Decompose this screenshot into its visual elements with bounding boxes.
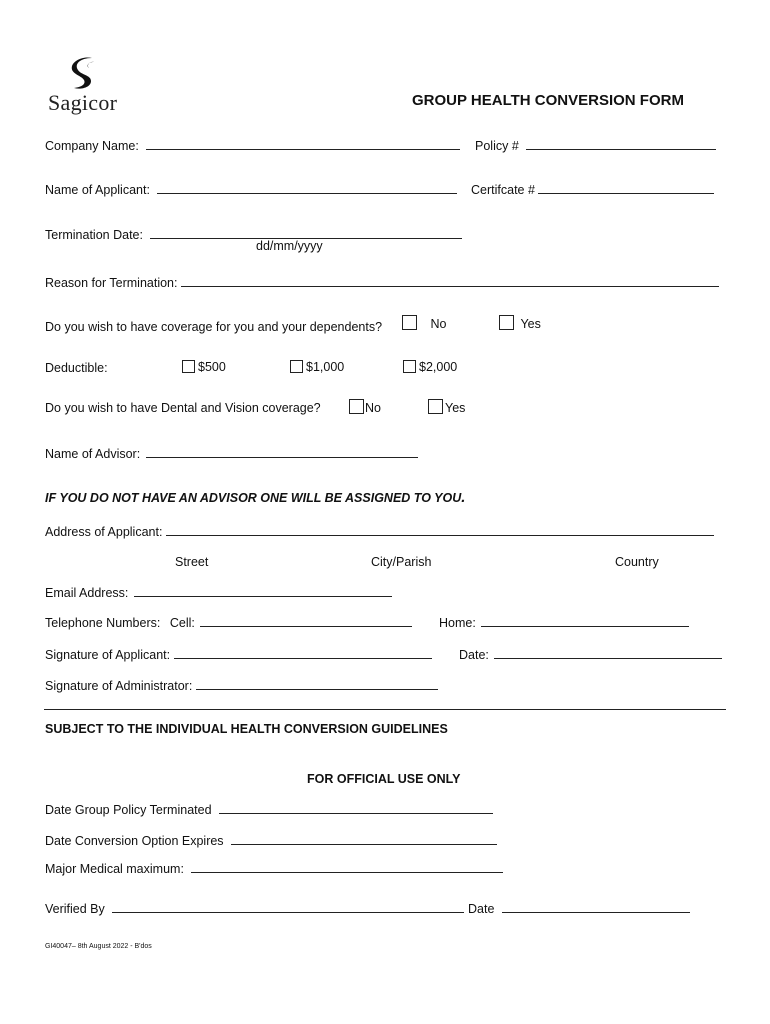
signature-admin-field[interactable] bbox=[196, 678, 438, 690]
conversion-expires-label: Date Conversion Option Expires bbox=[45, 834, 224, 848]
address-field[interactable] bbox=[166, 524, 714, 536]
medical-maximum-field[interactable] bbox=[191, 861, 503, 873]
verified-by-field[interactable] bbox=[112, 901, 464, 913]
street-label: Street bbox=[175, 555, 209, 569]
applicant-name-label: Name of Applicant: bbox=[45, 183, 150, 197]
section-divider bbox=[44, 709, 726, 710]
sagicor-swirl-icon bbox=[64, 56, 104, 92]
policy-label: Policy # bbox=[475, 139, 519, 153]
applicant-name-field[interactable] bbox=[157, 182, 457, 194]
official-use-heading: FOR OFFICIAL USE ONLY bbox=[307, 772, 461, 786]
email-field[interactable] bbox=[134, 585, 392, 597]
cell-label: Cell: bbox=[169, 616, 195, 630]
deductible-500-label: $500 bbox=[198, 360, 226, 374]
email-label: Email Address: bbox=[45, 586, 129, 600]
guidelines-text: SUBJECT TO THE INDIVIDUAL HEALTH CONVERSION GUIDELINES bbox=[45, 722, 448, 736]
dental-no-label: No bbox=[365, 401, 381, 415]
certificate-label: Certifcate # bbox=[471, 183, 535, 197]
city-parish-label: City/Parish bbox=[371, 555, 432, 569]
address-label: Address of Applicant: bbox=[45, 525, 163, 539]
home-label: Home: bbox=[439, 616, 476, 630]
dental-no-checkbox[interactable] bbox=[349, 399, 364, 414]
verified-by-label: Verified By bbox=[45, 902, 105, 916]
conversion-expires-field[interactable] bbox=[231, 833, 497, 845]
dental-question: Do you wish to have Dental and Vision coverage? bbox=[45, 401, 321, 415]
deductible-500-checkbox[interactable] bbox=[182, 360, 195, 373]
form-title: GROUP HEALTH CONVERSION FORM bbox=[412, 92, 684, 109]
official-date-label: Date bbox=[468, 902, 495, 916]
deductible-label: Deductible: bbox=[45, 361, 108, 375]
signature-admin-label: Signature of Administrator: bbox=[45, 679, 193, 693]
signature-applicant-field[interactable] bbox=[174, 647, 432, 659]
country-label: Country bbox=[615, 555, 659, 569]
logo-text: Sagicor bbox=[48, 90, 118, 115]
coverage-yes-label: Yes bbox=[520, 317, 541, 331]
reason-label: Reason for Termination: bbox=[45, 276, 178, 290]
company-name-field[interactable] bbox=[146, 138, 460, 150]
coverage-question: Do you wish to have coverage for you and your dependents? bbox=[45, 320, 383, 334]
coverage-no-checkbox[interactable] bbox=[402, 315, 417, 330]
advisor-field[interactable] bbox=[146, 446, 418, 458]
certificate-field[interactable] bbox=[538, 182, 714, 194]
telephone-label: Telephone Numbers: bbox=[45, 616, 161, 630]
advisor-note: IF YOU DO NOT HAVE AN ADVISOR ONE WILL BE ASSIGNED TO YOU bbox=[45, 491, 462, 505]
termination-date-label: Termination Date: bbox=[45, 228, 143, 242]
advisor-label: Name of Advisor: bbox=[45, 447, 141, 461]
date-field[interactable] bbox=[494, 647, 722, 659]
coverage-yes-checkbox[interactable] bbox=[499, 315, 514, 330]
coverage-no-label: No bbox=[430, 317, 447, 331]
deductible-2000-checkbox[interactable] bbox=[403, 360, 416, 373]
deductible-2000-label: $2,000 bbox=[419, 360, 458, 374]
sagicor-logo bbox=[46, 56, 126, 118]
dental-yes-checkbox[interactable] bbox=[428, 399, 443, 414]
deductible-1000-checkbox[interactable] bbox=[290, 360, 303, 373]
date-format-hint: dd/mm/yyyy bbox=[256, 239, 323, 253]
company-name-label: Company Name: bbox=[45, 139, 139, 153]
home-field[interactable] bbox=[481, 615, 689, 627]
medical-maximum-label: Major Medical maximum: bbox=[45, 862, 184, 876]
deductible-1000-label: $1,000 bbox=[306, 360, 345, 374]
signature-applicant-label: Signature of Applicant: bbox=[45, 648, 171, 662]
reason-field[interactable] bbox=[181, 275, 719, 287]
date-label: Date: bbox=[459, 648, 489, 662]
official-date-field[interactable] bbox=[502, 901, 690, 913]
policy-terminated-label: Date Group Policy Terminated bbox=[45, 803, 212, 817]
cell-field[interactable] bbox=[200, 615, 412, 627]
policy-field[interactable] bbox=[526, 138, 716, 150]
dental-yes-label: Yes bbox=[445, 401, 466, 415]
form-code-footer: GI40047– 8th August 2022 - B'dos bbox=[45, 943, 152, 950]
policy-terminated-field[interactable] bbox=[219, 802, 493, 814]
termination-date-field[interactable] bbox=[150, 227, 462, 239]
